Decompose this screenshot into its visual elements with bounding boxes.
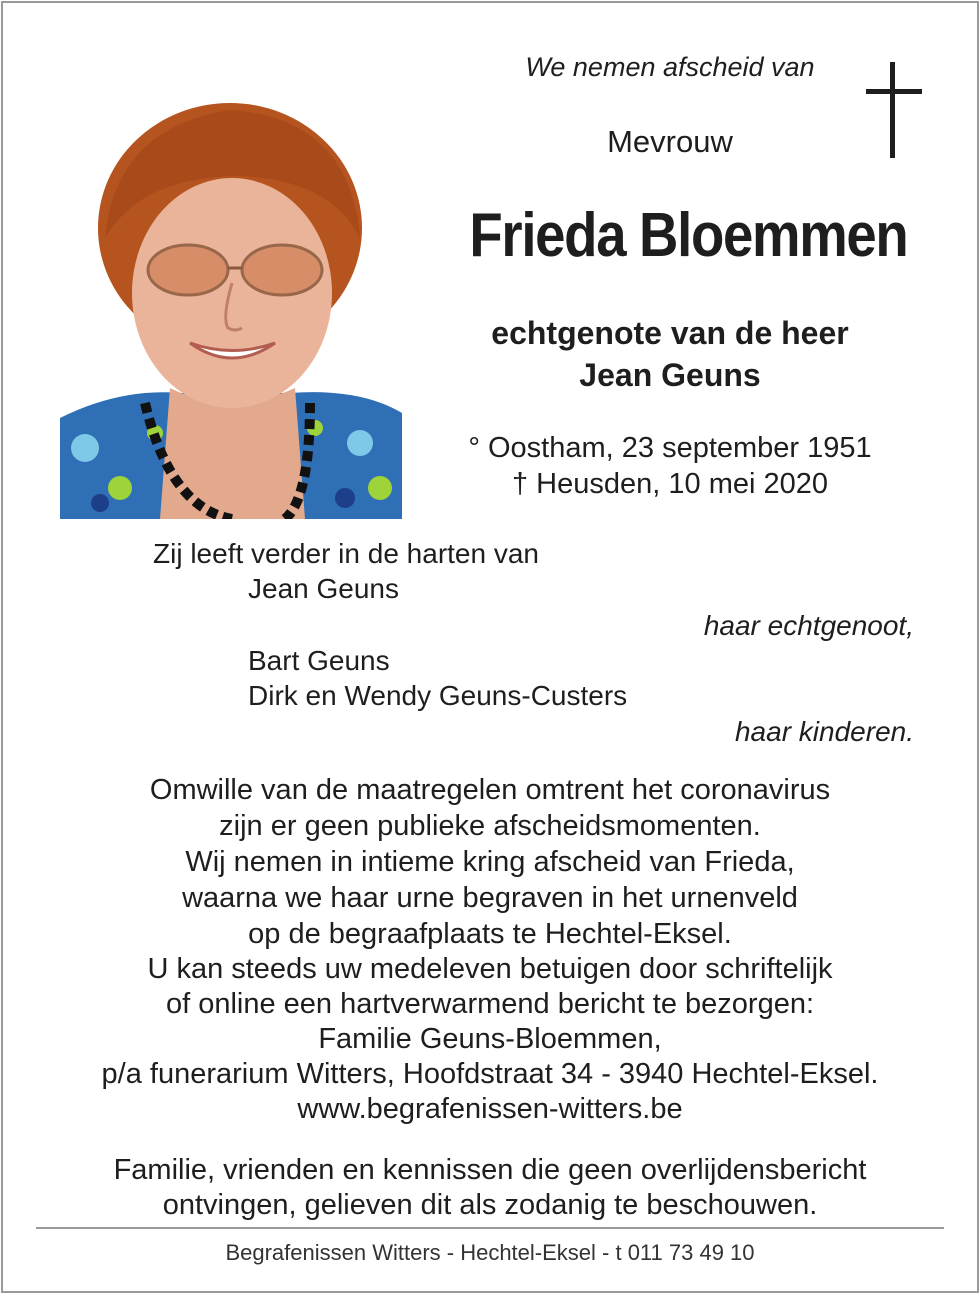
closing-line: Familie, vrienden en kennissen die geen overlijdensbericht	[113, 1154, 867, 1186]
husband-role: haar echtgenoot,	[703, 610, 914, 641]
deceased-name: Frieda Bloemmen	[469, 201, 908, 270]
death-info: † Heusden, 10 mei 2020	[512, 468, 828, 500]
children-role: haar kinderen.	[734, 716, 914, 747]
footer-text: Begrafenissen Witters - Hechtel-Eksel - t 011 73 49 10	[225, 1240, 755, 1265]
survivor-husband: Jean Geuns	[248, 573, 399, 604]
announcement-line: Wij nemen in intieme kring afscheid van Frieda,	[185, 846, 795, 878]
honorific: Mevrouw	[607, 124, 733, 159]
announcement-line: of online een hartverwarmend bericht te bezorgen:	[165, 988, 815, 1020]
survivor-child-1: Bart Geuns	[248, 645, 390, 676]
closing-line: ontvingen, gelieven dit als zodanig te beschouwen.	[162, 1189, 818, 1221]
spouse-name: Jean Geuns	[579, 357, 761, 393]
birth-info: ° Oostham, 23 september 1951	[468, 432, 872, 464]
announcement-line: waarna we haar urne begraven in het urnenveld	[182, 882, 798, 914]
intro-text: We nemen afscheid van	[525, 52, 815, 82]
announcement-line: Familie Geuns-Bloemmen,	[318, 1023, 662, 1055]
announcement-line: p/a funerarium Witters, Hoofdstraat 34 - 3940 Hechtel-Eksel.	[101, 1058, 879, 1090]
website-link[interactable]: www.begrafenissen-witters.be	[297, 1093, 683, 1125]
footer-divider	[36, 1227, 944, 1229]
spouse-line-1: echtgenote van de heer	[491, 315, 849, 351]
portrait-photo	[60, 88, 402, 519]
spouse-info	[440, 312, 900, 396]
survivors-intro: Zij leeft verder in de harten van	[153, 538, 539, 569]
survivor-child-2: Dirk en Wendy Geuns-Custers	[248, 680, 628, 711]
announcement-line: zijn er geen publieke afscheidsmomenten.	[219, 810, 761, 842]
announcement-line: U kan steeds uw medeleven betuigen door schriftelijk	[147, 953, 833, 985]
announcement-line: Omwille van de maatregelen omtrent het coronavirus	[149, 774, 831, 806]
announcement-line: op de begraafplaats te Hechtel-Eksel.	[248, 918, 732, 950]
